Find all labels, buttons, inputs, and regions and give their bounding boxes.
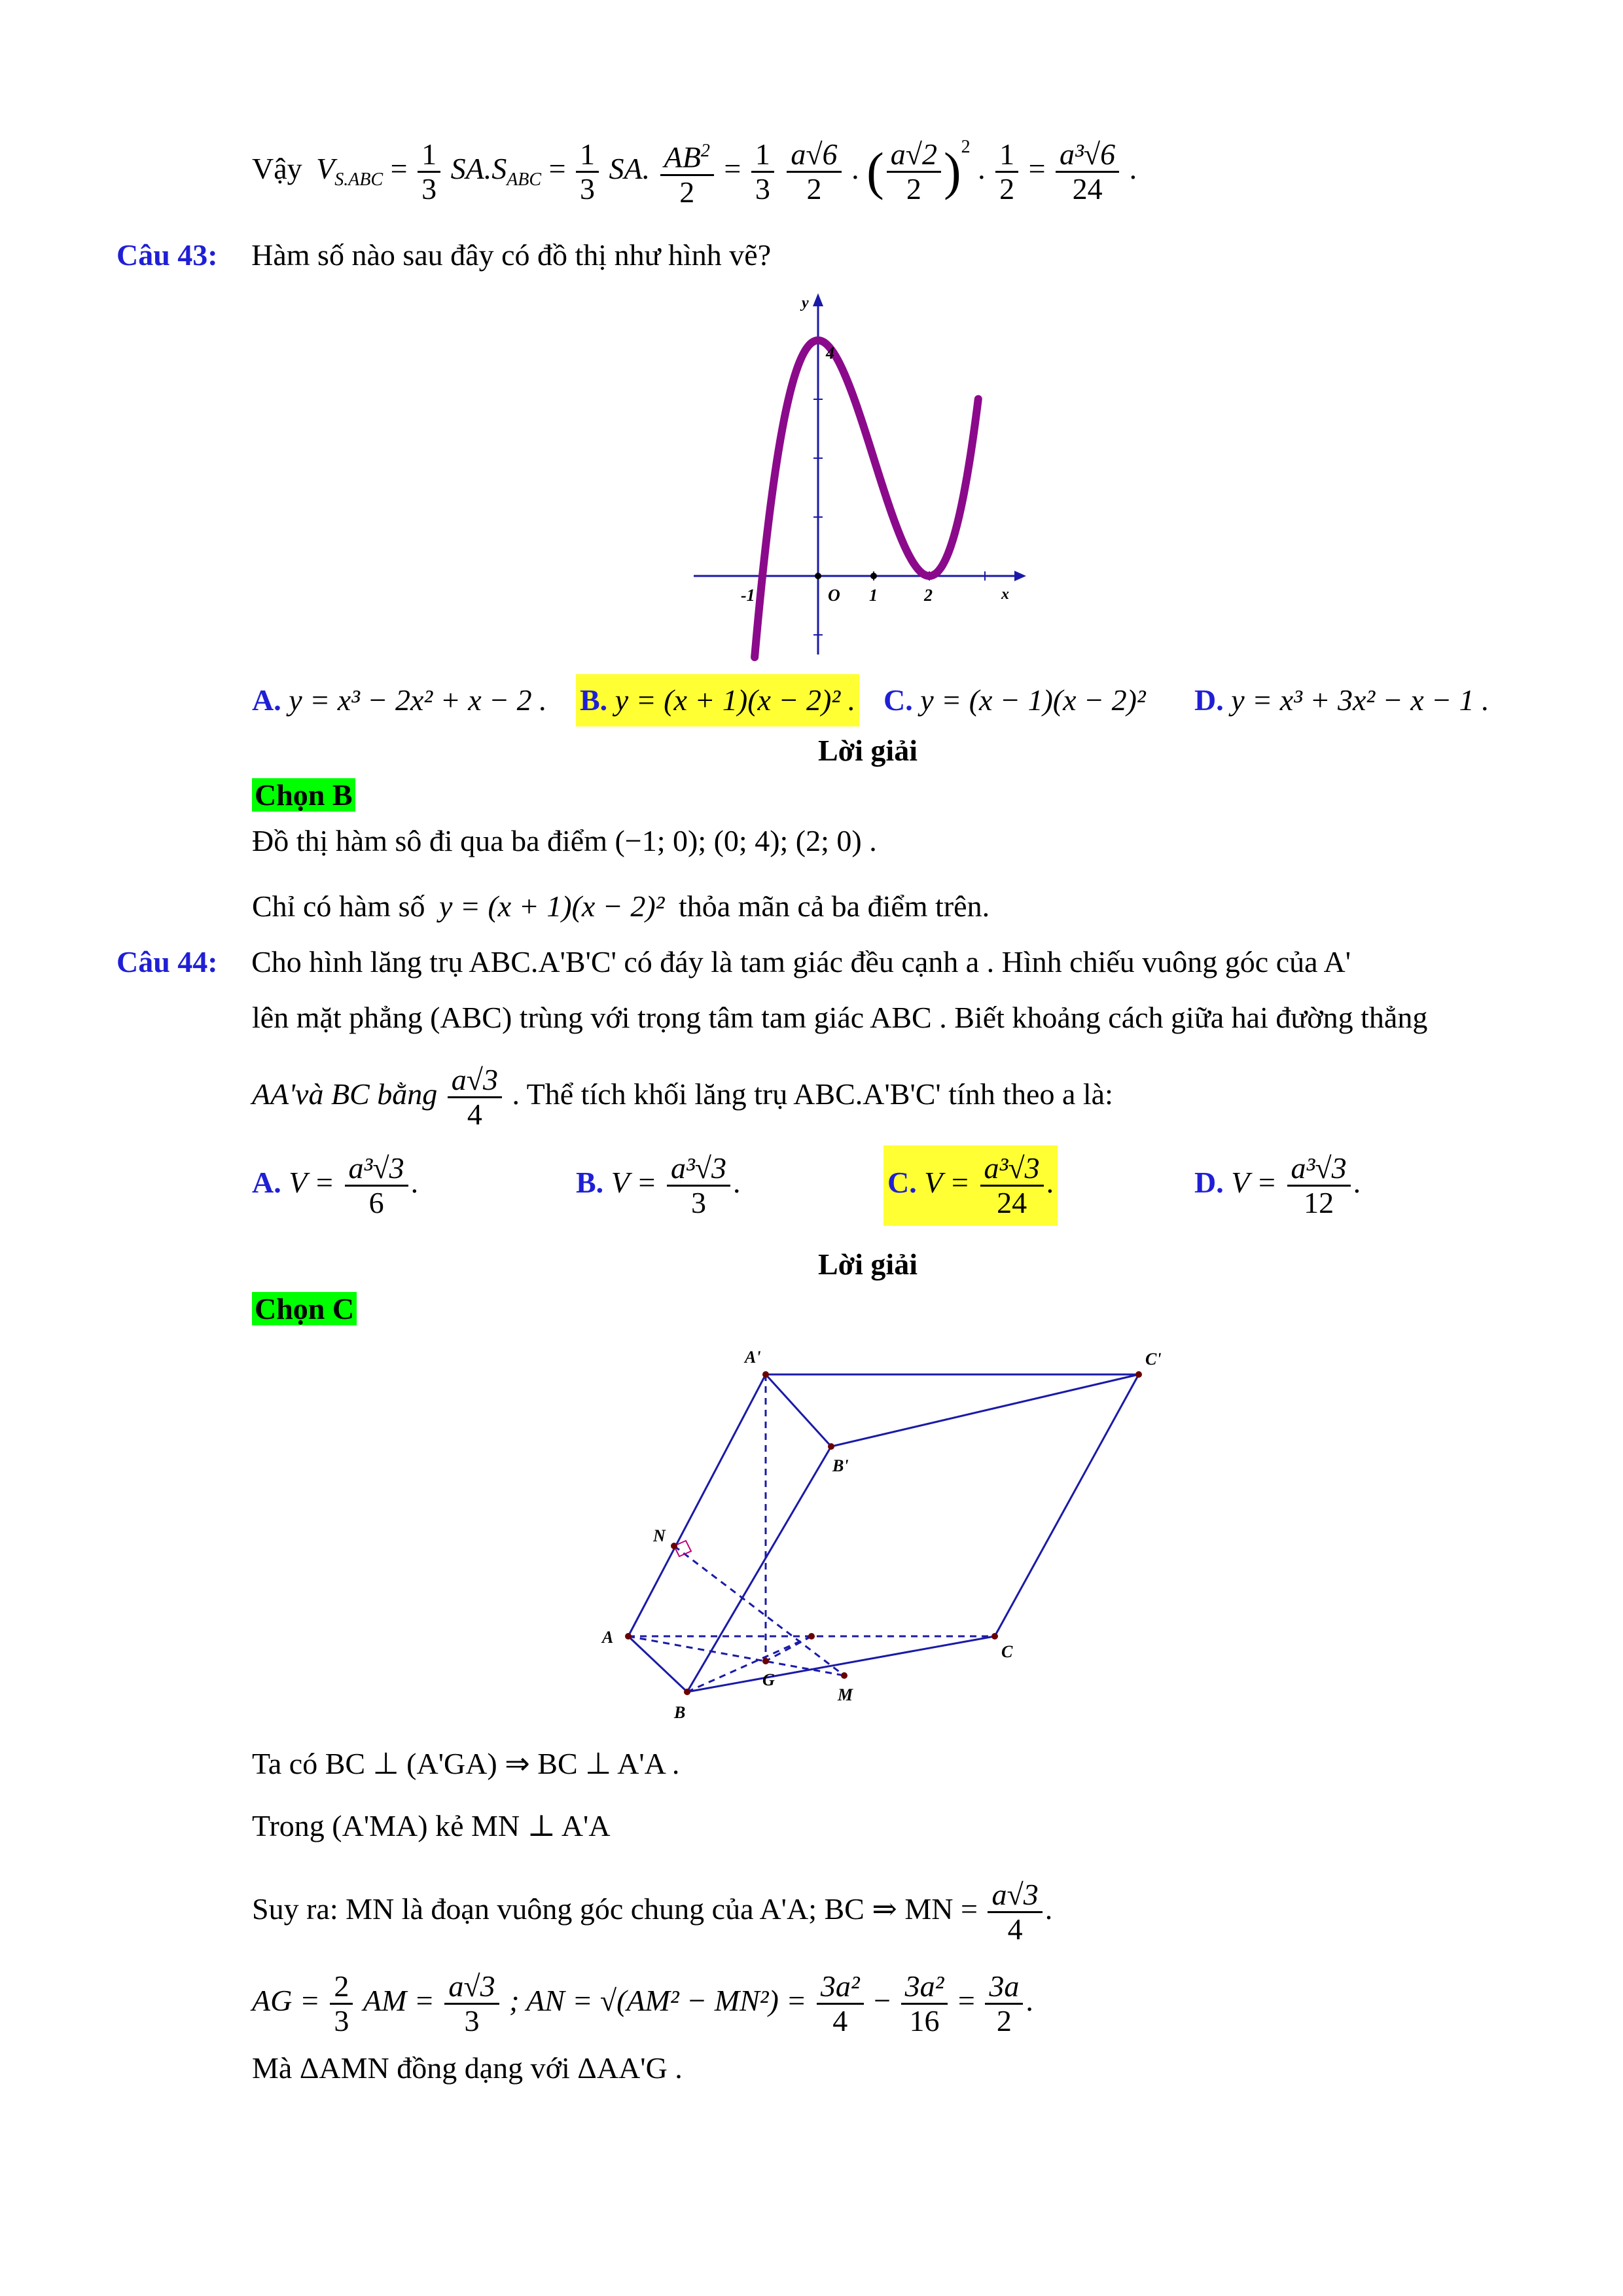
label-b: B (674, 1703, 686, 1722)
q44-option-c[interactable]: C. V = $\frac{\text{a³√3}}{24}$ . (883, 1145, 1058, 1226)
intro-s-sub: ABC (507, 170, 542, 190)
q44-option-d[interactable]: D. V = $\frac{\text{a³√3}}{12}$ . (1194, 1151, 1361, 1219)
label-c: C (1001, 1642, 1013, 1661)
intro-frac-ab2: $\frac{AB^2}{2}$ (660, 135, 714, 208)
q44-question-line2: lên mặt phẳng (ABC) trùng với trọng tâm tam giác ABC . Biết khoảng cách giữa hai đường thẳng (252, 1001, 1428, 1034)
prism-figure (576, 1335, 1204, 1741)
q44-label: Câu 44: (116, 945, 218, 978)
q43-option-a[interactable]: A. y = x³ − 2x² + x − 2 . (252, 683, 547, 717)
q44-question-line3: AA'và BC bằng $\frac{a√3}{4}$ . Thể tích khối lăng trụ ABC.A'B'C' tính theo a là: (252, 1063, 1113, 1131)
intro-sa: SA. (609, 152, 651, 185)
x-axis-arrow (1014, 571, 1026, 581)
q44-solution-title: Lời giải (818, 1247, 918, 1281)
origin-label: O (828, 586, 840, 605)
label-a: A (602, 1628, 614, 1647)
tick-label-2: 2 (924, 586, 933, 605)
q44-sol-line3: Suy ra: MN là đoạn vuông góc chung của A'A; BC ⇒ MN = $\frac{a√3}{4}$ . (252, 1878, 1053, 1946)
intro-v-sub: S.ABC (334, 170, 383, 190)
label-m: M (838, 1685, 853, 1704)
intro-eq-2: = (548, 152, 566, 185)
q43-chosen (252, 776, 355, 815)
intro-frac-a2: $\frac{a√2}{2}$ (887, 138, 941, 206)
q43-sol-line1: Đồ thị hàm sô đi qua ba điểm (−1; 0); (0; 4); (2; 0) . (252, 824, 877, 857)
q43-graph (681, 288, 1047, 668)
q44-question-line1: Câu 44: Cho hình lăng trụ ABC.A'B'C' có đáy là tam giác đều cạnh a . Hình chiếu vuông góc của A' (116, 945, 1351, 978)
q43-label: Câu 43: (116, 238, 218, 272)
intro-v: V (316, 152, 335, 185)
q44-chosen (252, 1289, 357, 1329)
x-axis-label: x (1001, 586, 1009, 603)
intro-eq: = (390, 152, 408, 185)
label-a-prime: A' (745, 1348, 761, 1367)
cubic-curve (755, 340, 978, 657)
q43-option-d[interactable]: D. y = x³ + 3x² − x − 1 . (1194, 683, 1489, 717)
label-b-prime: B' (832, 1456, 849, 1475)
intro-frac-a6: $\frac{a√6}{2}$ (787, 138, 841, 206)
tick-label-4: 4 (826, 344, 834, 363)
q44-chosen-badge: Chọn C (252, 1292, 357, 1325)
tick-label-minus1: -1 (741, 586, 755, 605)
intro-frac-1-3: $\frac{1}{3}$ (418, 138, 440, 206)
tick-label-1: 1 (869, 586, 878, 605)
label-g: G (762, 1670, 775, 1689)
label-n: N (653, 1526, 666, 1545)
intro-frac-1-2: $\frac{1}{2}$ (995, 138, 1018, 206)
q43-chosen-badge: Chọn B (252, 778, 355, 812)
q44-sol-last: Mà ΔAMN đồng dạng với ΔAA'G . (252, 2051, 683, 2085)
q44-sol-line1: Ta có BC ⊥ (A'GA) ⇒ BC ⊥ A'A . (252, 1747, 680, 1780)
intro-vay: Vậy (252, 152, 302, 185)
q43-option-c[interactable]: C. y = (x − 1)(x − 2)² (883, 683, 1146, 717)
point-origin (815, 573, 821, 579)
q43-sol-line2: Chỉ có hàm số y = (x + 1)(x − 2)² thỏa mãn cả ba điểm trên. (252, 889, 990, 923)
q43-option-b[interactable]: B. y = (x + 1)(x − 2)² . (576, 674, 859, 726)
intro-eq-4: = (1028, 152, 1046, 185)
q44-option-a[interactable]: A. V = $\frac{\text{a³√3}}{6}$ . (252, 1151, 419, 1219)
intro-result: $\frac{\text{a³√6}}{24}$ (1056, 138, 1119, 206)
q44-option-b[interactable]: B. V = $\frac{\text{a³√3}}{3}$ . (576, 1151, 741, 1219)
intro-formula: Vậy $V_{S.ABC}$ = $\frac{1}{3}$ $SA.S_{ABC}$ = $\frac{1}{3}$ SA. $\frac{AB^2}{2}$ = $\frac{1}{3}$ $\frac{a√6}{2}$ . ( $\frac{a√2}{2}$ )$^2$ . $\frac{1}{2}$ = $\frac{\text{a³√6}}{24}$ . (252, 128, 1137, 209)
intro-frac-1-3-c: $\frac{1}{3}$ (751, 138, 774, 206)
intro-eq-3: = (724, 152, 741, 185)
intro-sa-sabc: SA.S (450, 152, 507, 185)
q44-sol-line4: AG = $\frac{2}{3}$ AM = $\frac{a√3}{3}$ ; AN = √(AM² − MN²) = $\frac{\text{3a²}}{4}$ − $\frac{\text{3a²}}{16}$ = $\frac{3a}{2}$ . (252, 1969, 1033, 2037)
q43-text: Hàm số nào sau đây có đồ thị như hình vẽ? (251, 238, 772, 272)
label-c-prime: C' (1145, 1350, 1162, 1369)
y-axis-arrow (813, 293, 823, 306)
q43-solution-title: Lời giải (818, 734, 918, 767)
point-1 (870, 573, 877, 579)
y-axis-label: y (802, 295, 809, 312)
q44-sol-line2: Trong (A'MA) kẻ MN ⊥ A'A (252, 1809, 611, 1842)
intro-frac-1-3-b: $\frac{1}{3}$ (576, 138, 599, 206)
q44-options (252, 1152, 1535, 1237)
q43-question (116, 236, 771, 275)
